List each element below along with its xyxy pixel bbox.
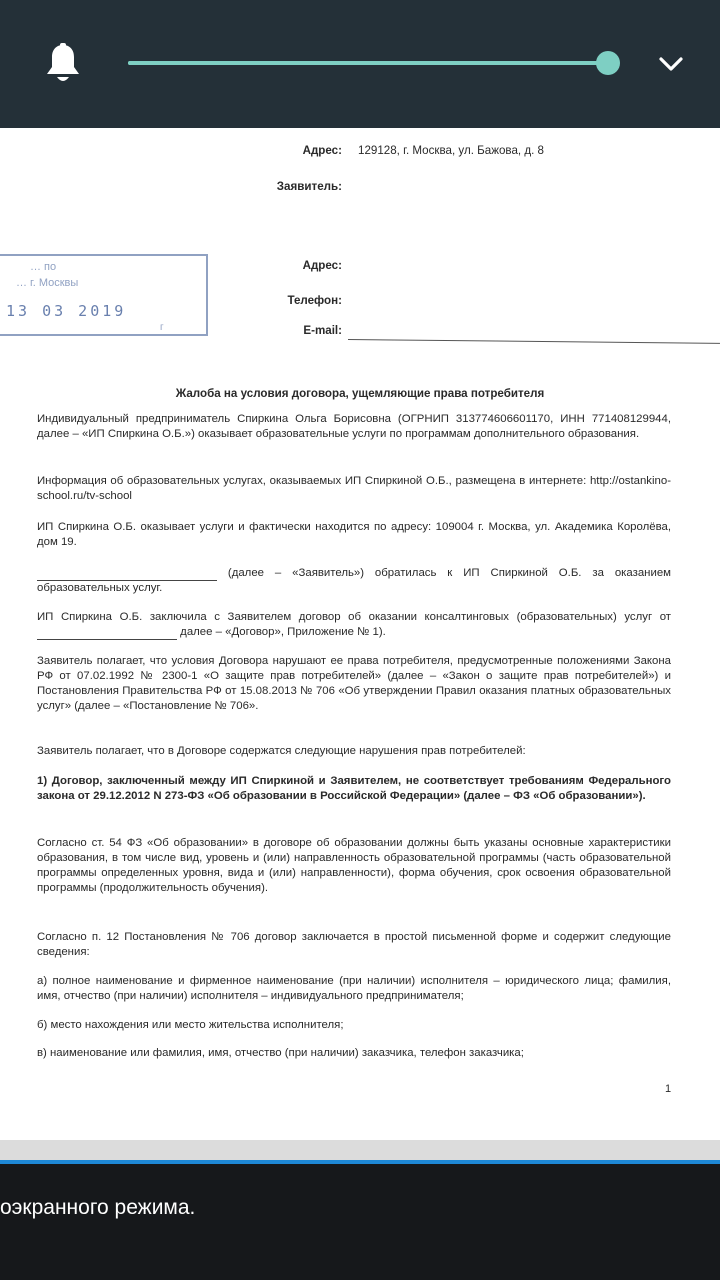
blank-applicant-name (37, 580, 217, 581)
document-title: Жалоба на условия договора, ущемляющие права потребителя (175, 387, 545, 400)
page-gap (0, 1140, 720, 1160)
paragraph-2: Информация об образовательных услугах, оказываемых ИП Спиркиной О.Б., размещена в интернете: http://ostankino-school.ru/tv-school (37, 475, 671, 502)
email-underline (348, 339, 720, 344)
paragraph-9: Согласно ст. 54 ФЗ «Об образовании» в договоре об образовании должны быть указаны основные характеристики образования, в том числе вид, уровень и (или) направленность образовательной программы (часть образовательной программы определенных уровня, вида и (или) направленности), форма обучения, срок освоения образовательной программы (продолжительность обучения). (37, 837, 671, 894)
progress-slider-thumb[interactable] (596, 51, 620, 75)
paragraph-4: (далее – «Заявитель») обратилась к ИП Спиркиной О.Б. за оказанием образовательных услуг. (37, 567, 671, 594)
address-value: 129128, г. Москва, ул. Бажова, д. 8 (358, 144, 544, 157)
paragraph-5: ИП Спиркина О.Б. заключила с Заявителем договор об оказании консалтинговых (образовательных) услуг от далее – «Договор», Приложение № 1). (37, 611, 671, 638)
phone-label: Телефон: (287, 294, 342, 307)
address-label: Адрес: (302, 144, 342, 157)
progress-slider-track[interactable] (128, 61, 608, 65)
paragraph-1: Индивидуальный предприниматель Спиркина Ольга Борисовна (ОГРНИП 313774606601170, ИНН 771408129944, далее – «ИП Спиркина О.Б.») оказывает образовательные услуги по программам дополнительного образования. (37, 413, 671, 440)
paragraph-6: Заявитель полагает, что условия Договора нарушают ее права потребителя, предусмотренные положениями Закона РФ от 07.02.1992 № 2300-1 «О защите прав потребителей» (далее – «Закон о защите прав потребителей») и Постановления Правительства РФ от 15.08.2013 № 706 «Об утверждении Правил оказания платных образовательных услуг» (далее – «Постановление № 706». (37, 655, 671, 712)
address2-label: Адрес: (302, 259, 342, 272)
chevron-down-icon[interactable] (656, 52, 686, 76)
progress-slider-fill (128, 61, 608, 65)
paragraph-13: в) наименование или фамилия, имя, отчество (при наличии) заказчика, телефон заказчика; (37, 1047, 524, 1059)
paragraph-10: Согласно п. 12 Постановления № 706 договор заключается в простой письменной форме и содержит следующие сведения: (37, 931, 671, 958)
paragraph-11: а) полное наименование и фирменное наименование (при наличии) исполнителя – юридического лица; фамилия, имя, отчество (при наличии) исполнителя – индивидуального предпринимателя; (37, 975, 671, 1002)
paragraph-12: б) место нахождения или место жительства исполнителя; (37, 1019, 344, 1031)
email-label: E-mail: (303, 324, 342, 337)
document-page[interactable] (0, 128, 720, 1140)
paragraph-7: Заявитель полагает, что в Договоре содержатся следующие нарушения прав потребителей: (37, 745, 526, 757)
toast-message: оэкранного режима. (0, 1196, 196, 1219)
toast-bar (0, 1164, 720, 1280)
paragraph-3: ИП Спиркина О.Б. оказывает услуги и фактически находится по адресу: 109004 г. Москва, ул. Академика Королёва, дом 19. (37, 521, 671, 548)
stamp-date: 13 03 2019 (6, 302, 127, 320)
applicant-label: Заявитель: (276, 180, 342, 193)
blank-contract-date (37, 639, 177, 640)
bell-icon[interactable] (44, 43, 82, 85)
paragraph-8: 1) Договор, заключенный между ИП Спиркиной и Заявителем, не соответствует требованиям Федерального закона от 29.12.2012 N 273-ФЗ «Об образовании в Российской Федерации» (далее – ФЗ «Об образовании»). (37, 775, 671, 802)
top-toolbar (0, 0, 720, 128)
page-number: 1 (665, 1083, 672, 1095)
registration-stamp: … по … г. Москвы 13 03 2019 г (0, 254, 208, 336)
